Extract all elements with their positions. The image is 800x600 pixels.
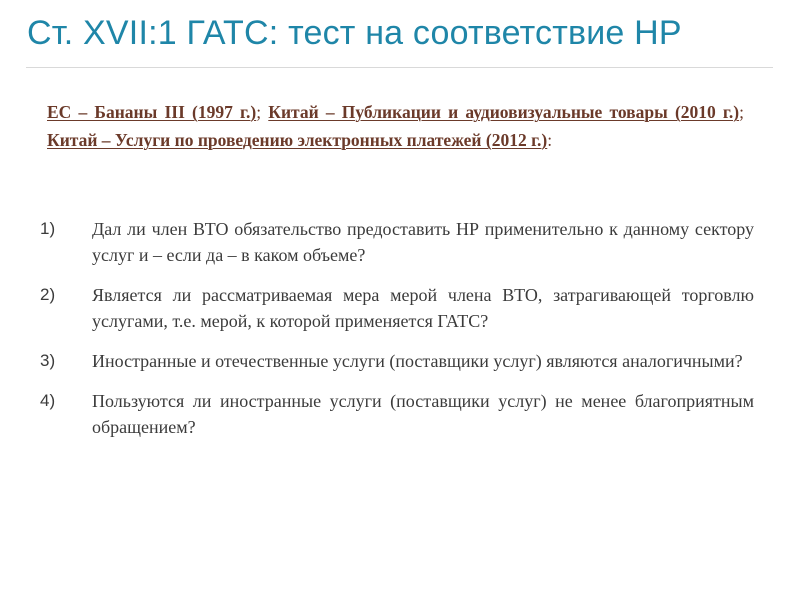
case-separator: ; xyxy=(739,102,744,122)
list-item xyxy=(40,388,754,440)
list-item xyxy=(40,348,754,374)
case-list xyxy=(47,98,744,154)
question-number: 3) xyxy=(40,351,56,370)
case-terminator: : xyxy=(547,130,553,150)
question-text: Дал ли член ВТО обязательство предоставить НР применительно к данному сектору услуг и – если да – в каком объеме? xyxy=(92,219,754,265)
slide-title: Ст. XVII:1 ГАТС: тест на соответствие НР xyxy=(27,14,682,52)
case-separator: ; xyxy=(256,102,262,122)
title-divider xyxy=(26,67,773,68)
case-eu-bananas: ЕС – Бананы III (1997 г.) xyxy=(47,102,257,122)
question-text: Является ли рассматриваемая мера мерой члена ВТО, затрагивающей торговлю услугами, т.е. мерой, к которой применяется ГАТС? xyxy=(92,285,754,331)
list-item xyxy=(40,216,754,268)
question-number: 2) xyxy=(40,285,56,304)
case-china-publications: Китай – Публикации и аудиовизуальные товары (2010 г.) xyxy=(268,102,740,122)
question-number: 4) xyxy=(40,391,56,410)
question-text: Иностранные и отечественные услуги (поставщики услуг) являются аналогичными? xyxy=(92,351,743,371)
question-list xyxy=(40,216,754,454)
question-number: 1) xyxy=(40,219,56,238)
case-china-electronic-payments: Китай – Услуги по проведению электронных платежей (2012 г.) xyxy=(47,130,548,150)
list-item xyxy=(40,282,754,334)
question-text: Пользуются ли иностранные услуги (поставщики услуг) не менее благоприятным обращением? xyxy=(92,391,754,437)
